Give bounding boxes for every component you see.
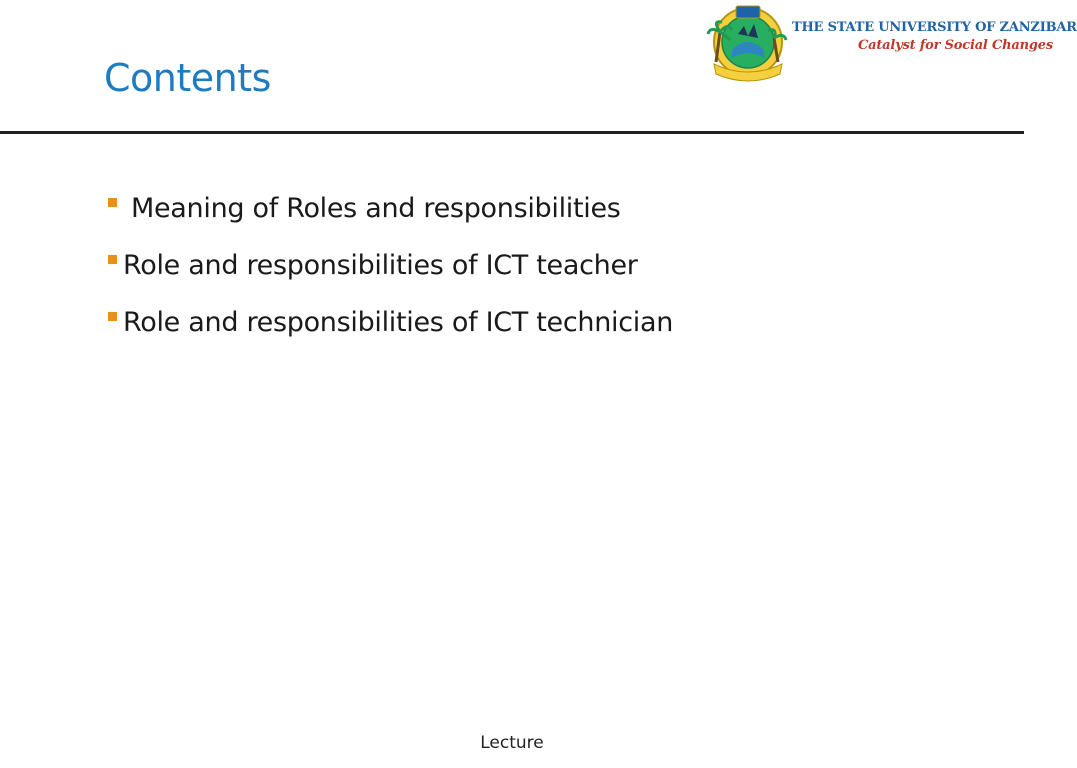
logo-tagline: Catalyst for Social Changes — [858, 38, 1053, 53]
list-item-text: Meaning of Roles and responsibilities — [131, 193, 621, 224]
square-bullet-icon — [108, 255, 117, 264]
contents-list — [108, 180, 673, 351]
list-item — [108, 180, 673, 237]
title-divider — [0, 131, 1024, 134]
list-item — [108, 237, 673, 294]
list-item — [108, 294, 673, 351]
logo-institution-name: THE STATE UNIVERSITY OF ZANZIBAR — [792, 20, 1077, 35]
square-bullet-icon — [108, 312, 117, 321]
university-logo — [708, 4, 1077, 82]
crest-emblem — [708, 6, 786, 81]
square-bullet-icon — [108, 198, 117, 207]
list-item-text: Role and responsibilities of ICT teacher — [123, 250, 638, 281]
list-item-text: Role and responsibilities of ICT technician — [123, 307, 674, 338]
slide-footer: Lecture — [480, 733, 544, 753]
slide-title: Contents — [104, 56, 271, 100]
